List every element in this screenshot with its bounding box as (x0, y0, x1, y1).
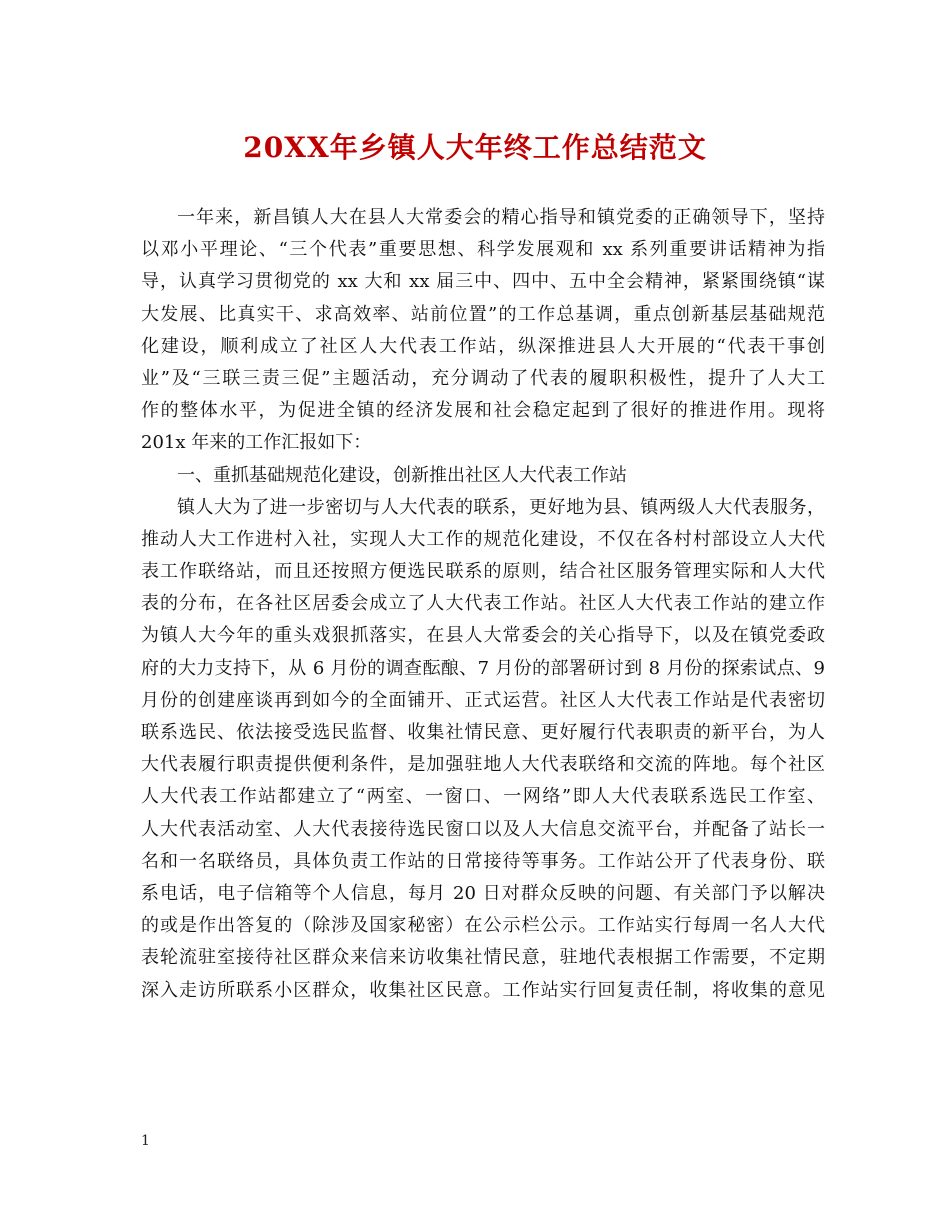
paragraph-line: 作的整体水平，为促进全镇的经济发展和社会稳定起到了很好的推进作用。现将 (141, 400, 825, 422)
paragraph-line: 导，认真学习贯彻党的 xx 大和 xx 届三中、四中、五中全会精神，紧紧围绕镇“谋 (141, 271, 825, 293)
paragraph-line: 镇人大为了进一步密切与人大代表的联系，更好地为县、镇两级人大代表服务， (177, 496, 825, 518)
paragraph-line: 表的分布，在各社区居委会成立了人大代表工作站。社区人大代表工作站的建立作 (141, 593, 825, 615)
paragraph-line: 表轮流驻室接待社区群众来信来访收集社情民意，驻地代表根据工作需要，不定期 (141, 947, 825, 969)
paragraph-line: 人大代表活动室、人大代表接待选民窗口以及人大信息交流平台，并配备了站长一 (141, 818, 825, 840)
paragraph-line: 人大代表工作站都建立了“两室、一窗口、一网络”即人大代表联系选民工作室、 (141, 786, 825, 808)
paragraph-line: 府的大力支持下，从 6 月份的调查酝酿、7 月份的部署研讨到 8 月份的探索试点、9 (141, 657, 825, 679)
paragraph-line: 一年来，新昌镇人大在县人大常委会的精心指导和镇党委的正确领导下，坚持 (177, 207, 825, 228)
paragraph-line: 推动人大工作进村入社，实现人大工作的规范化建设，不仅在各村村部设立人大代 (141, 528, 825, 550)
paragraph-line: 大代表履行职责提供便利条件，是加强驻地人大代表联络和交流的阵地。每个社区 (141, 754, 825, 776)
paragraph-line: 以邓小平理论、“三个代表”重要思想、科学发展观和 xx 系列重要讲话精神为指 (141, 239, 825, 261)
paragraph-line: 表工作联络站，而且还按照方便选民联系的原则，结合社区服务管理实际和人大代 (141, 561, 825, 583)
document-body (141, 202, 825, 1007)
paragraph-line: 业”及“三联三责三促”主题活动，充分调动了代表的履职积极性，提升了人大工 (141, 367, 825, 389)
paragraph-line: 深入走访所联系小区群众，收集社区民意。工作站实行回复责任制，将收集的意见 (141, 979, 825, 1001)
section-heading: 一、重抓基础规范化建设，创新推出社区人大代表工作站 (177, 464, 627, 486)
paragraph-line: 月份的创建座谈再到如今的全面铺开、正式运营。社区人大代表工作站是代表密切 (141, 689, 825, 711)
paragraph-line: 化建设，顺利成立了社区人大代表工作站，纵深推进县人大开展的“代表干事创 (141, 335, 825, 357)
paragraph-line: 201x 年来的工作汇报如下： (141, 432, 372, 454)
paragraph-line: 为镇人大今年的重头戏狠抓落实，在县人大常委会的关心指导下，以及在镇党委政 (141, 625, 825, 647)
document-title: 20XX年乡镇人大年终工作总结范文 (243, 131, 707, 164)
paragraph-line: 联系选民、依法接受选民监督、收集社情民意、更好履行代表职责的新平台，为人 (141, 722, 825, 743)
paragraph-line: 系电话，电子信箱等个人信息，每月 20 日对群众反映的问题、有关部门予以解决 (141, 882, 825, 904)
page-number: 1 (141, 1133, 150, 1149)
paragraph-line: 大发展、比真实干、求高效率、站前位置”的工作总基调，重点创新基层基础规范 (141, 303, 825, 325)
paragraph-line: 的或是作出答复的（除涉及国家秘密）在公示栏公示。工作站实行每周一名人大代 (141, 915, 825, 937)
paragraph-line: 名和一名联络员，具体负责工作站的日常接待等事务。工作站公开了代表身份、联 (141, 850, 825, 872)
